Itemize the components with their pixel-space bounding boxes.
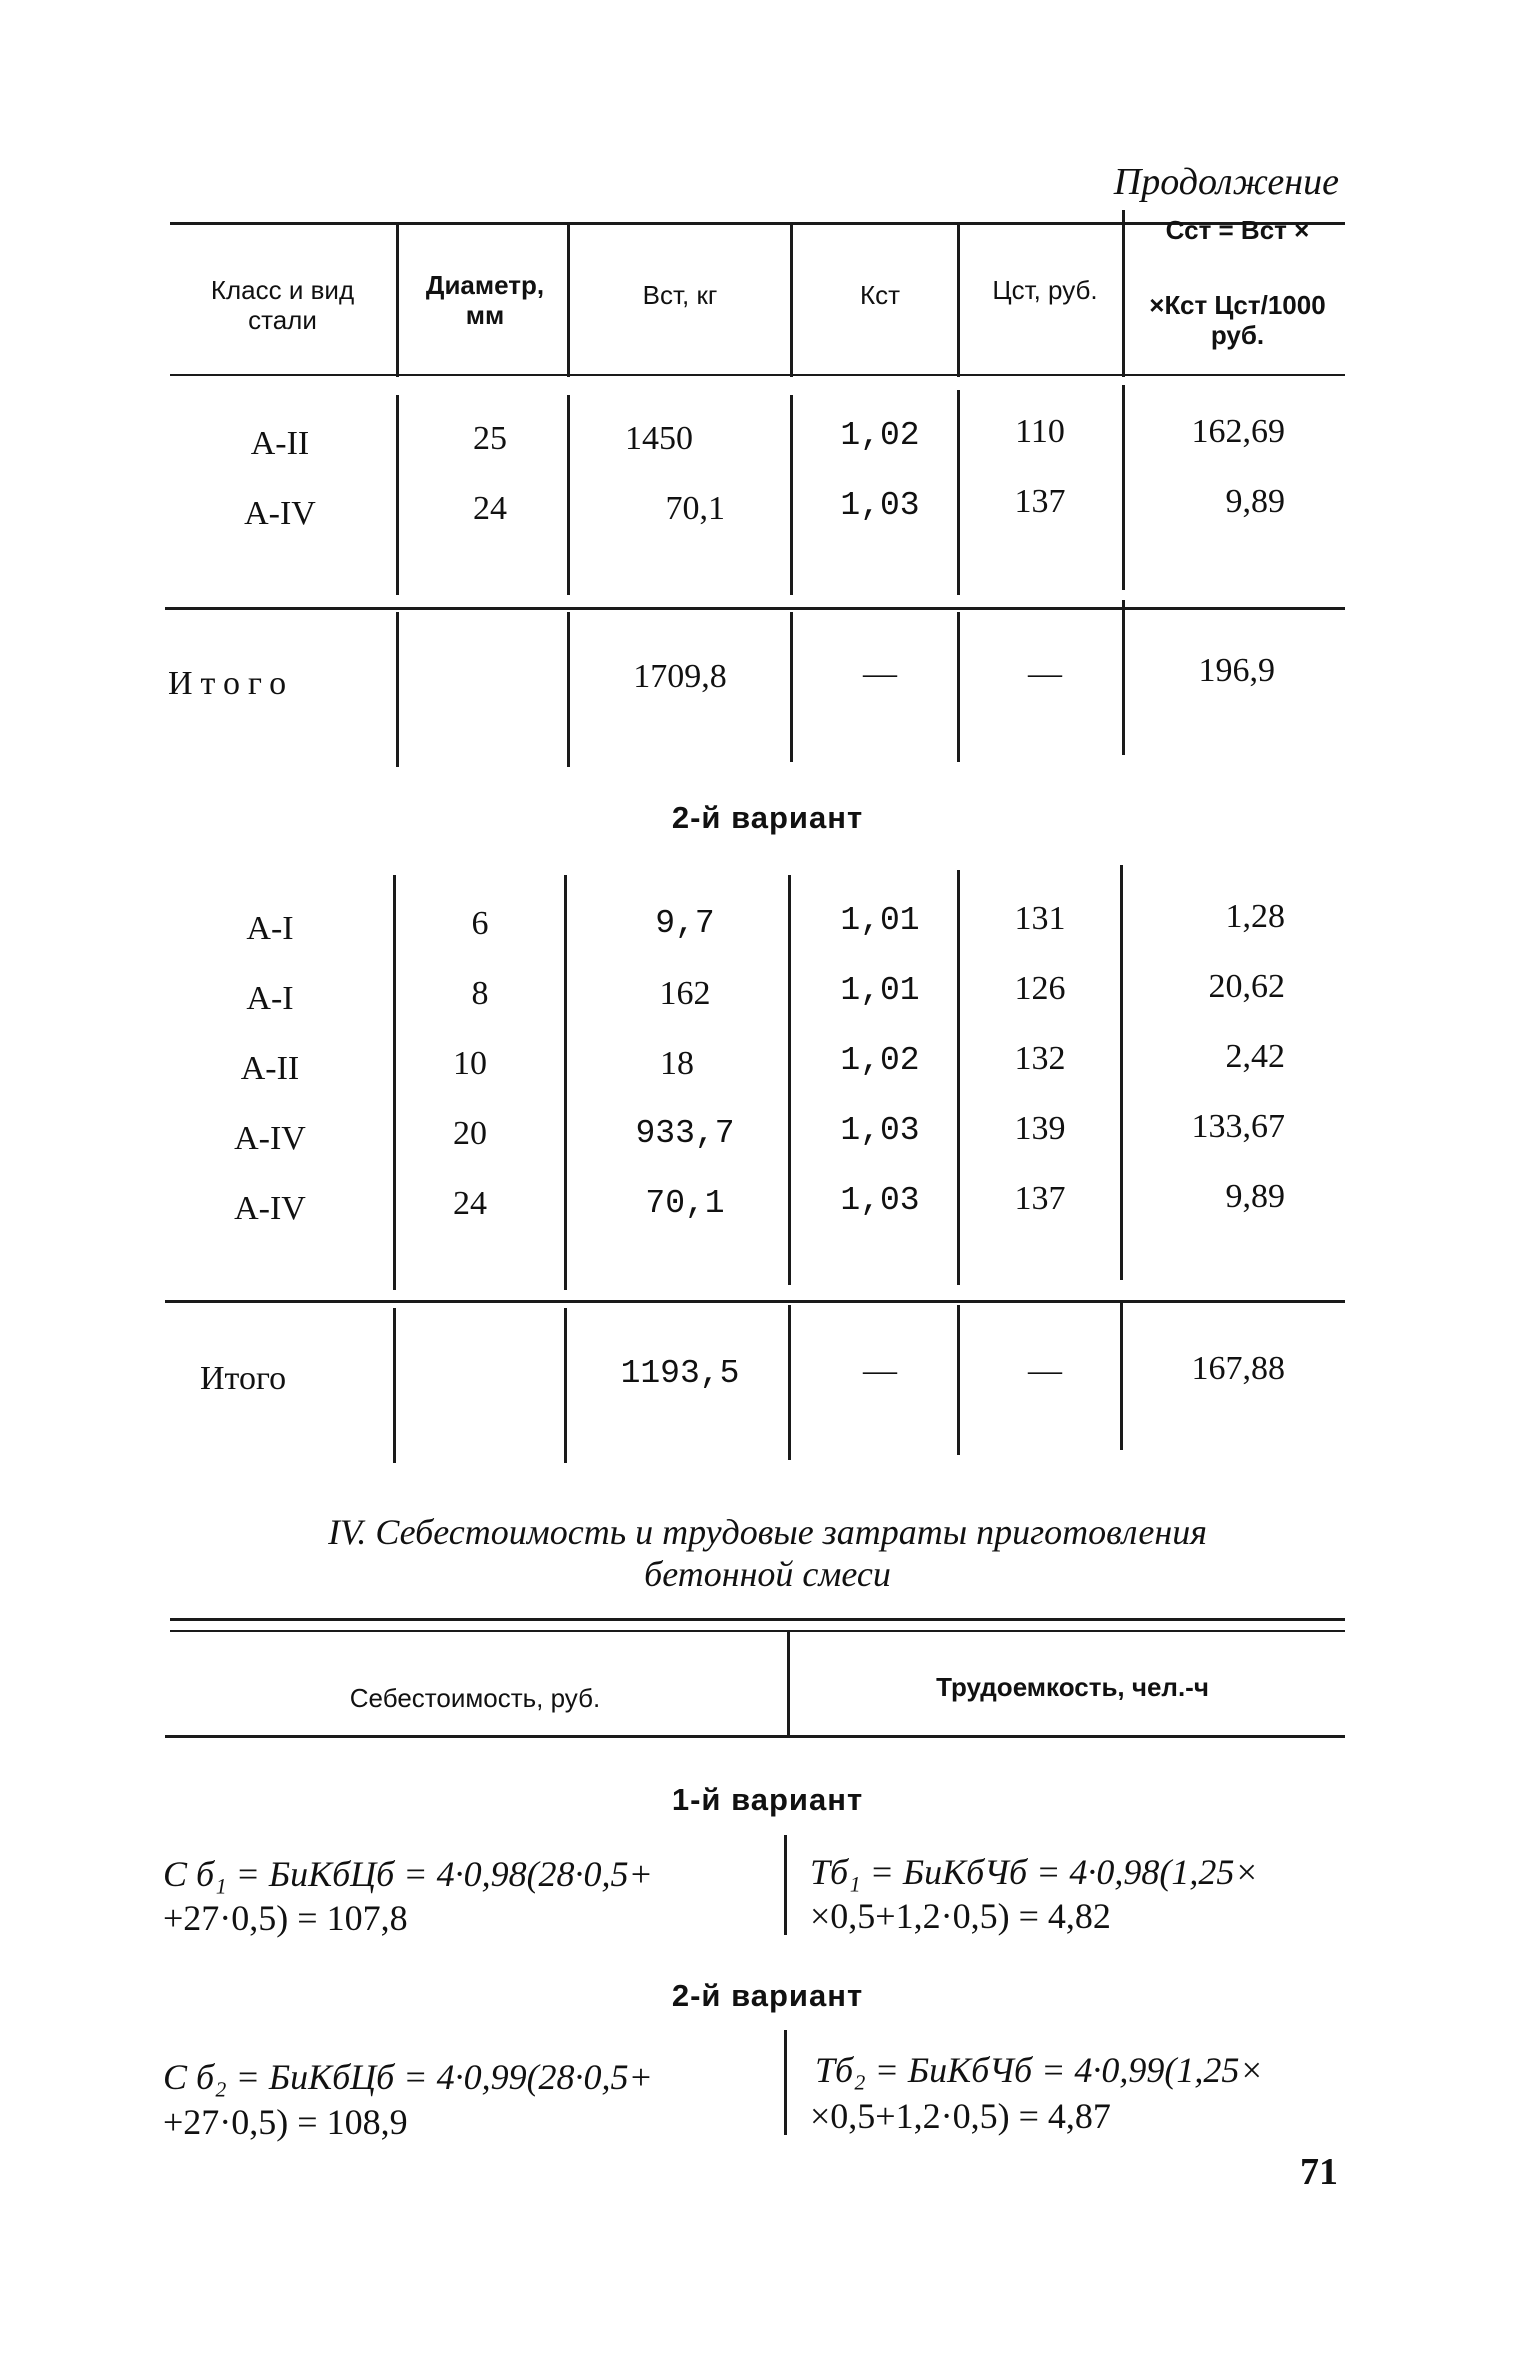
header-cost-line2: ×Кст Цст/1000 руб. <box>1149 290 1326 350</box>
header-bottom-rule <box>170 374 1345 376</box>
cell-price: 132 <box>1014 1040 1066 1077</box>
cell-class: А-IV <box>234 1120 306 1157</box>
vline <box>784 1835 787 1935</box>
section-title-line1: IV. Себестоимость и трудовые затраты приготовления <box>328 1512 1207 1552</box>
continuation-label: Продолжение <box>1113 161 1339 203</box>
vline <box>788 875 791 1285</box>
cell-price: 139 <box>1014 1110 1066 1147</box>
variant1-cost-formula-line1: С б₁ = БиКбЦб = 4·0,98(28·0,5+ <box>163 1854 653 1894</box>
cell-class: А-I <box>246 910 294 947</box>
cell-cost: 9,89 <box>1225 1178 1285 1215</box>
vline <box>564 1308 567 1463</box>
cell-price: 131 <box>1014 900 1066 937</box>
cell-cost: 133,67 <box>1191 1108 1285 1145</box>
cell-diameter: 6 <box>471 905 489 942</box>
header-diameter: Диаметр, мм <box>425 270 545 330</box>
cell-weight: 70,1 <box>665 490 725 527</box>
vline <box>957 222 960 377</box>
total-rule <box>165 1300 1345 1303</box>
vline <box>393 1308 396 1463</box>
cell-class: А-I <box>246 980 294 1017</box>
total-coef: — <box>863 655 897 692</box>
cell-class: А-II <box>240 1050 300 1087</box>
cell-price: 110 <box>1015 413 1065 450</box>
vline <box>396 612 399 767</box>
total-price: — <box>1028 655 1062 692</box>
header-price: Цст, руб. <box>992 275 1098 305</box>
vline <box>788 1305 791 1460</box>
cell-class: А-II <box>250 425 310 462</box>
variant2-title: 2-й вариант <box>671 800 864 835</box>
cell-diameter: 20 <box>453 1115 487 1152</box>
total-coef: — <box>863 1352 897 1389</box>
section4-top-rule <box>170 1618 1345 1621</box>
cell-coef: 1,01 <box>840 972 920 1009</box>
header-class: Класс и вид стали <box>210 275 355 335</box>
vline <box>396 222 399 377</box>
cell-weight: 933,7 <box>635 1115 735 1152</box>
cell-cost: 162,69 <box>1191 413 1285 450</box>
cell-weight: 9,7 <box>655 905 715 942</box>
section-title-line2: бетонной смеси <box>644 1554 891 1594</box>
cell-cost: 2,42 <box>1225 1038 1285 1075</box>
header-cost: Себестоимость, руб. <box>349 1683 601 1713</box>
variant1-labor-formula-line2: ×0,5+1,2·0,5) = 4,82 <box>810 1896 1111 1936</box>
variant2-cost-formula-line2: +27·0,5) = 108,9 <box>163 2102 408 2142</box>
section4-variant2-title: 2-й вариант <box>671 1978 864 2013</box>
vline <box>567 222 570 377</box>
vline <box>790 222 793 377</box>
cell-coef: 1,03 <box>840 1182 920 1219</box>
cell-price: 137 <box>1014 483 1066 520</box>
variant2-cost-formula-line1: С б₂ = БиКбЦб = 4·0,99(28·0,5+ <box>163 2057 653 2097</box>
total-rule <box>165 607 1345 610</box>
cell-class: А-IV <box>244 495 316 532</box>
variant1-labor-formula-line1: Тб₁ = БиКбЧб = 4·0,98(1,25× <box>810 1852 1259 1892</box>
vline <box>784 2030 787 2135</box>
cell-diameter: 25 <box>473 420 507 457</box>
cell-diameter: 8 <box>471 975 489 1012</box>
cell-weight: 1450 <box>625 420 693 457</box>
total-weight: 1709,8 <box>633 658 727 695</box>
header-labor: Трудоемкость, чел.-ч <box>936 1672 1209 1702</box>
cell-cost: 9,89 <box>1225 483 1285 520</box>
variant2-labor-formula-line2: ×0,5+1,2·0,5) = 4,87 <box>810 2096 1111 2136</box>
vline <box>1122 385 1125 590</box>
cell-coef: 1,03 <box>840 487 920 524</box>
cell-class: А-IV <box>234 1190 306 1227</box>
vline <box>787 1630 790 1735</box>
total-label: Итого <box>168 665 295 702</box>
vline <box>790 395 793 595</box>
cell-cost: 20,62 <box>1208 968 1285 1005</box>
total-price: — <box>1028 1352 1062 1389</box>
cell-diameter: 24 <box>473 490 507 527</box>
cell-weight: 70,1 <box>645 1185 725 1222</box>
total-cost: 167,88 <box>1191 1350 1285 1387</box>
total-label: Итого <box>200 1360 287 1397</box>
header-weight: Вст, кг <box>642 280 718 310</box>
variant1-cost-formula-line2: +27·0,5) = 107,8 <box>163 1898 408 1938</box>
header-cost-line1: Сст = Вст × <box>1165 215 1310 245</box>
cell-price: 137 <box>1014 1180 1066 1217</box>
vline <box>396 395 399 595</box>
vline <box>790 612 793 762</box>
section4-variant1-title: 1-й вариант <box>671 1782 864 1817</box>
total-weight: 1193,5 <box>620 1355 740 1392</box>
section4-header-bottom-rule <box>165 1735 1345 1738</box>
cell-coef: 1,01 <box>840 902 920 939</box>
cell-weight: 18 <box>660 1045 694 1082</box>
vline <box>567 612 570 767</box>
header-coef: Кст <box>859 280 901 310</box>
cell-diameter: 10 <box>453 1045 487 1082</box>
total-cost: 196,9 <box>1198 652 1275 689</box>
cell-diameter: 24 <box>453 1185 487 1222</box>
cell-coef: 1,02 <box>840 1042 920 1079</box>
vline <box>564 875 567 1290</box>
cell-price: 126 <box>1014 970 1066 1007</box>
vline <box>1120 865 1123 1280</box>
vline <box>1122 210 1125 377</box>
cell-weight: 162 <box>659 975 711 1012</box>
cell-coef: 1,02 <box>840 417 920 454</box>
cell-cost: 1,28 <box>1225 898 1285 935</box>
section4-top-rule-2 <box>170 1630 1345 1632</box>
cell-coef: 1,03 <box>840 1112 920 1149</box>
variant2-labor-formula-line1: Тб₂ = БиКбЧб = 4·0,99(1,25× <box>815 2050 1264 2090</box>
page-number: 71 <box>1300 2151 1338 2193</box>
